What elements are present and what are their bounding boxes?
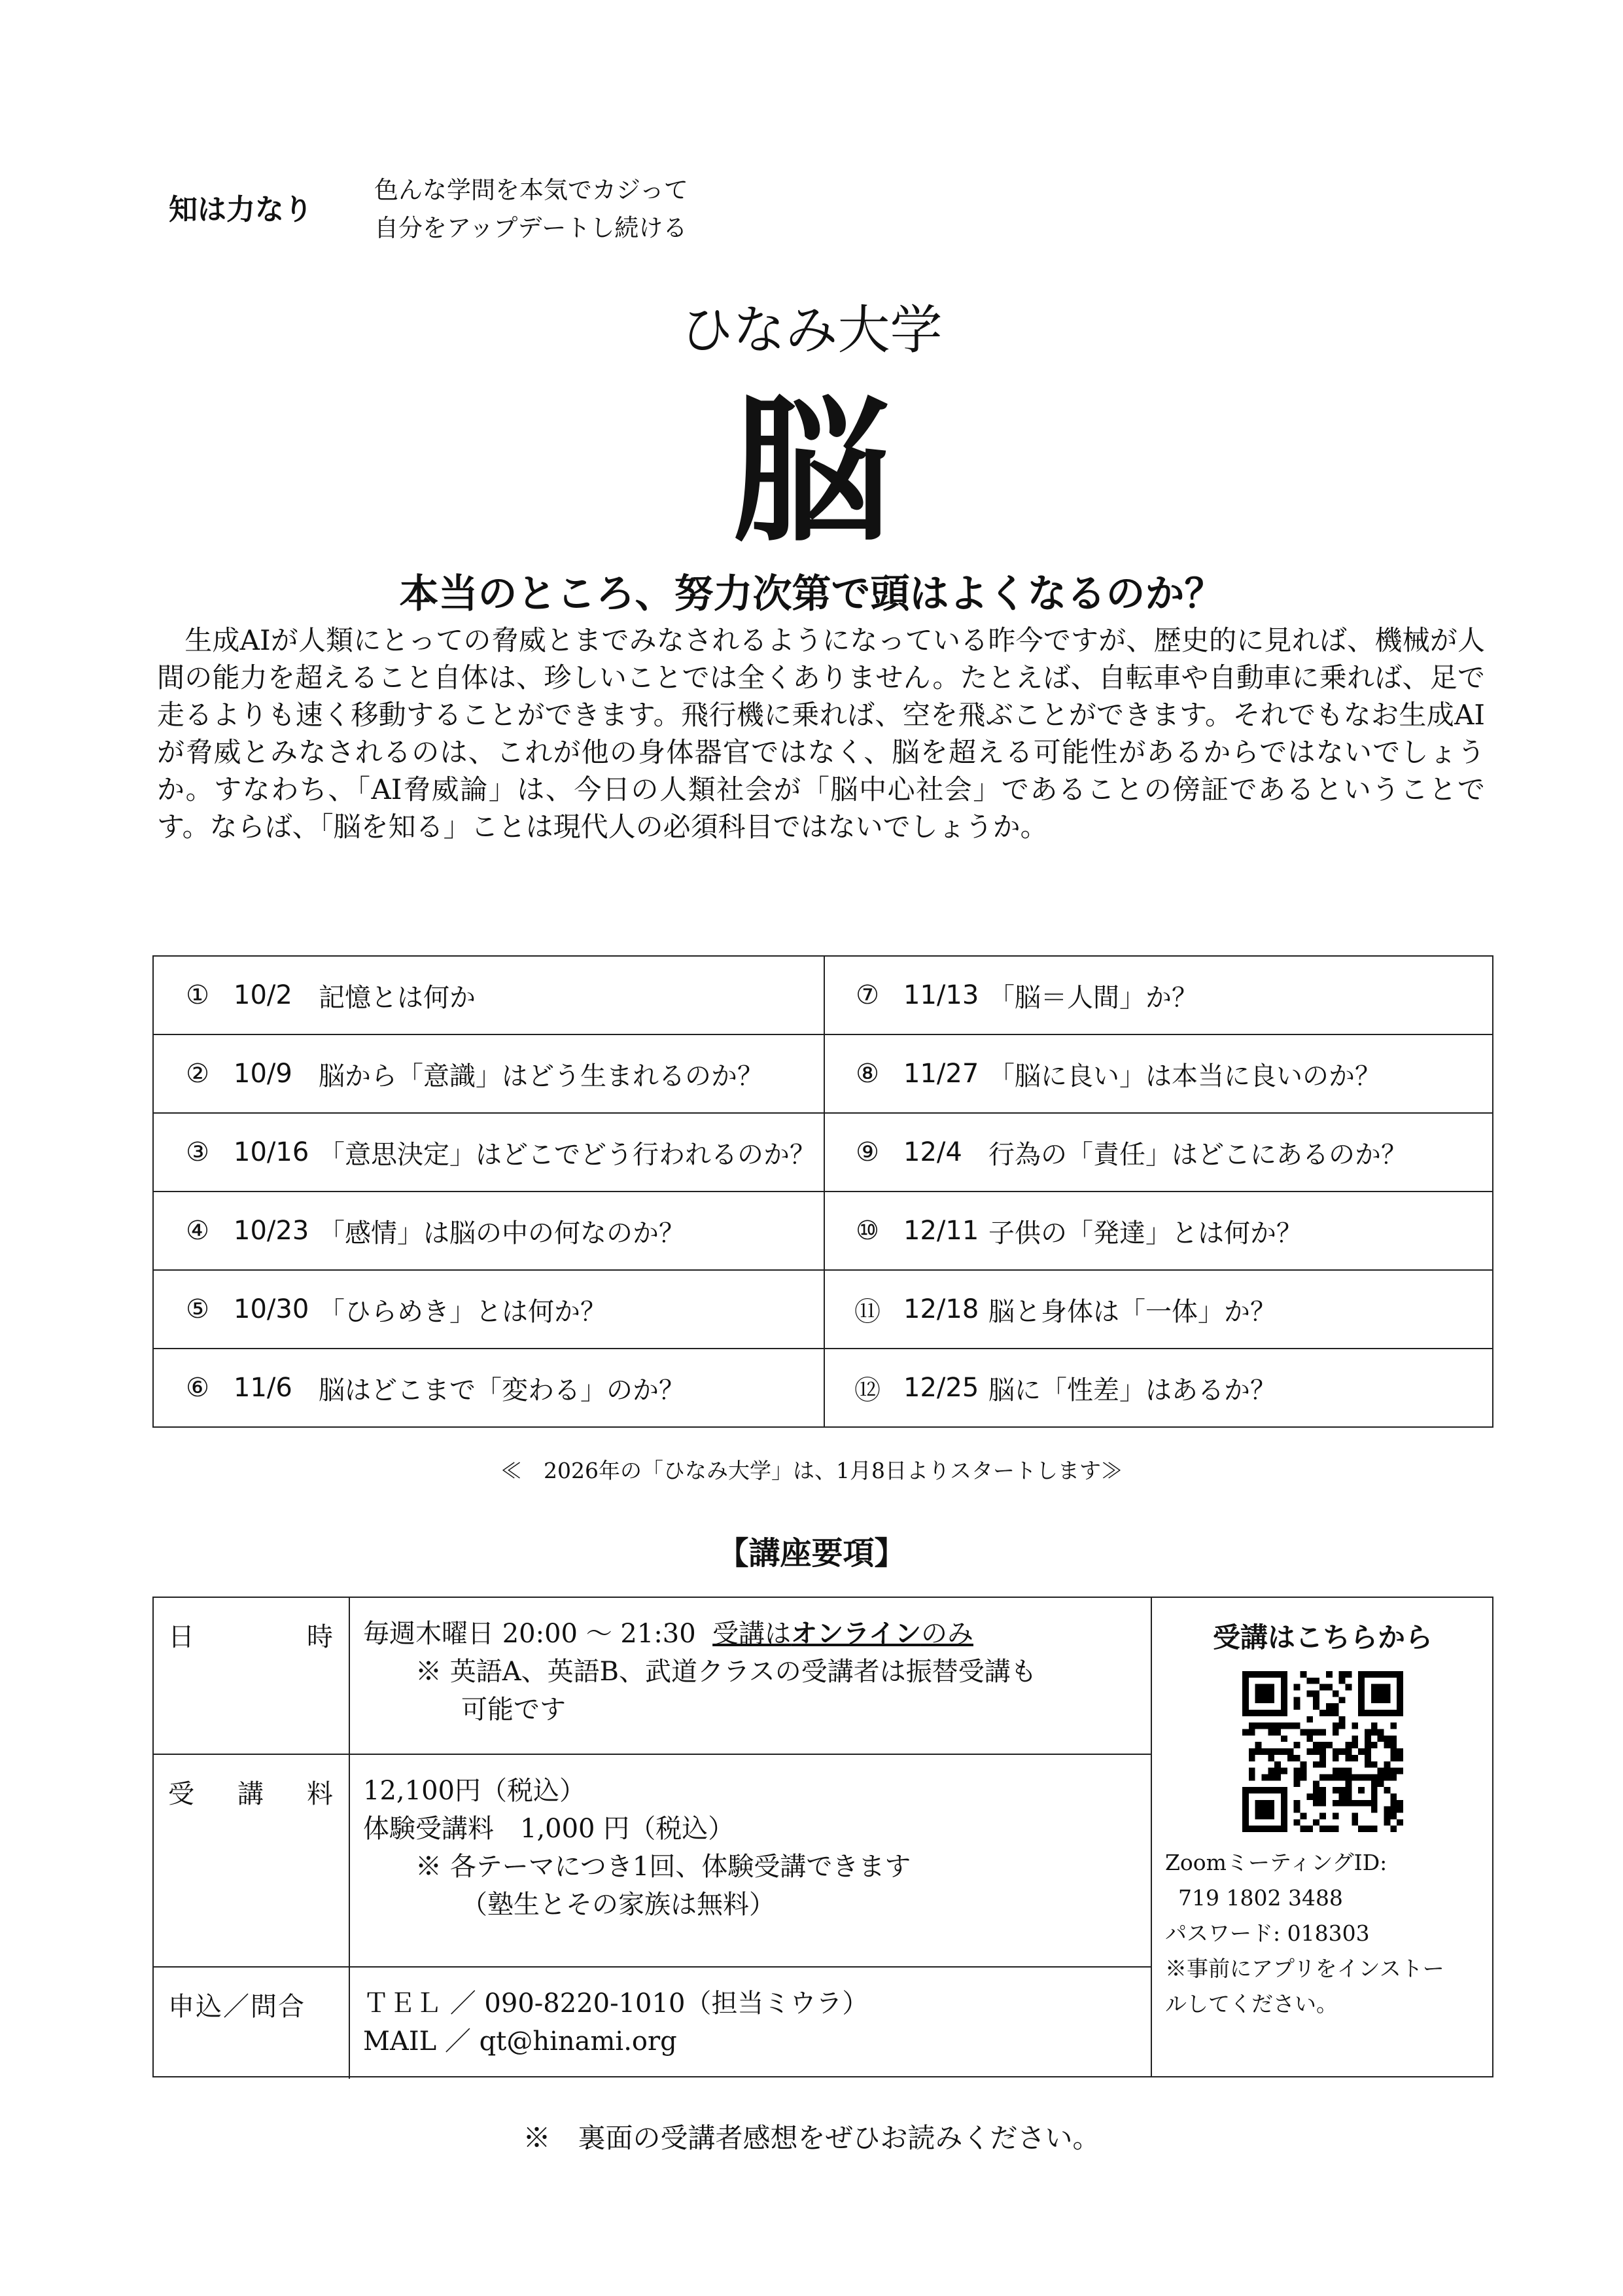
fee-line-2: 体験受講料 1,000 円（税込） [363, 1814, 735, 1844]
zoom-line-2: 719 1802 3488 [1178, 1885, 1343, 1911]
contact-content [363, 1985, 1138, 2060]
section-title: 【講座要項】 [717, 1535, 906, 1572]
lecture-date: 11/27 [903, 1059, 979, 1089]
lecture-number: ① [186, 980, 209, 1010]
lecture-title: 「意思決定」はどこでどう行われるのか？ [319, 1139, 816, 1170]
time-mode-suffix: のみ [920, 1619, 973, 1649]
contact-mail[interactable]: MAIL ／ qt@hinami.org [363, 2026, 677, 2057]
zoom-line-1: ZoomミーティングID: [1165, 1850, 1387, 1875]
lecture-title: 行為の「責任」はどこにあるのか？ [988, 1139, 1407, 1170]
time-mode-online: オンライン [791, 1618, 921, 1649]
lecture-date: 12/25 [903, 1373, 979, 1403]
qr-title: 受講はこちらから [1212, 1621, 1433, 1653]
lecture-number: ④ [186, 1216, 209, 1246]
intro-paragraph: 生成AIが人類にとっての脅威とまでみなされるようになっている昨今ですが、歴史的に見れば、機械が人間の能力を超えること自体は、珍しいことでは全くありません。たとえば、自転車や自動車に乗れば、足で走るよりも速く移動することができます。飛行機に乗れば、空を飛ぶことができます。それでもなお生成AIが脅威とみなされるのは、これが他の身体器官ではなく、脳を超える可能性があるからではないでしょうか。すなわち、「AI脅威論」は、今日の人類社会が「脳中心社会」であることの傍証であるということです。ならば、「脳を知る」ことは現代人の必須科目ではないでしょうか。 [157, 624, 1485, 843]
schedule-column-right [824, 957, 1493, 1426]
details-left [154, 1598, 1152, 2076]
fee-label-a: 受 [168, 1779, 196, 1809]
schedule-row [824, 957, 1493, 1035]
schedule-row [154, 1035, 824, 1114]
fee-note-2: （塾生とその家族は無料） [461, 1890, 775, 1920]
headline: 本当のところ、努力次第で頭はよくなるのか？ [399, 571, 1224, 617]
lecture-number: ⑧ [856, 1059, 879, 1089]
topic-title: 脳 [733, 379, 890, 563]
fee-note-1: ※ 各テーマにつき1回、体験受講できます [415, 1852, 911, 1882]
fee-label-c: 料 [307, 1779, 334, 1809]
lecture-date: 10/9 [234, 1059, 292, 1089]
schedule-row [824, 1192, 1493, 1271]
fee-label-b: 講 [237, 1779, 265, 1809]
zoom-info [1165, 1845, 1444, 2022]
schedule-row [824, 1271, 1493, 1349]
lecture-date: 10/16 [234, 1137, 309, 1167]
schedule-row [824, 1035, 1493, 1114]
lecture-title: 「脳＝人間」か？ [988, 982, 1198, 1013]
qr-code-icon[interactable] [1242, 1671, 1403, 1832]
lecture-title: 脳に「性差」はあるか？ [988, 1375, 1276, 1405]
schedule-row [154, 957, 824, 1035]
lecture-number: ② [186, 1059, 209, 1089]
lecture-date: 11/13 [903, 980, 979, 1010]
lecture-date: 10/30 [234, 1294, 309, 1324]
lecture-title: 記憶とは何か [319, 982, 476, 1013]
lecture-title: 脳はどこまで「変わる」のか？ [319, 1375, 685, 1405]
lecture-date: 12/4 [903, 1137, 962, 1167]
lecture-title: 子供の「発達」とは何か？ [988, 1218, 1302, 1248]
tagline-line-1: 色んな学問を本気でカジって [374, 176, 688, 204]
lecture-schedule-table [152, 955, 1493, 1428]
schedule-row [824, 1349, 1493, 1426]
qr-panel [1151, 1598, 1495, 2076]
lecture-number: ⑤ [186, 1294, 209, 1324]
lecture-number: ⑨ [856, 1137, 879, 1167]
schedule-row [154, 1271, 824, 1349]
lecture-date: 12/11 [903, 1216, 979, 1246]
lecture-date: 10/23 [234, 1216, 309, 1246]
schedule-column-left [154, 957, 825, 1426]
schedule-row [154, 1114, 824, 1192]
tagline-line-2: 自分をアップデートし続ける [374, 214, 688, 242]
motto: 知は力なり [169, 193, 313, 226]
notice-2026: ≪ 2026年の「ひなみ大学」は、1月8日よりスタートします≫ [500, 1458, 1123, 1483]
zoom-line-4: ※事前にアプリをインストー [1165, 1956, 1444, 1981]
lecture-title: 「脳に良い」は本当に良いのか？ [988, 1061, 1381, 1091]
time-note-1: ※ 英語A、英語B、武道クラスの受講者は振替受講も [415, 1657, 1037, 1687]
lecture-number: ⑪ [854, 1296, 881, 1327]
tagline [374, 171, 688, 247]
fee-content [363, 1772, 1138, 1924]
lecture-title: 脳から「意識」はどう生まれるのか？ [319, 1061, 763, 1091]
details-row-fee [154, 1755, 1151, 1968]
zoom-line-5: ルしてください。 [1165, 1991, 1338, 2017]
fee-label [154, 1755, 350, 1966]
zoom-line-3: パスワード: 018303 [1165, 1920, 1370, 1946]
schedule-row [824, 1114, 1493, 1192]
lecture-date: 11/6 [234, 1373, 292, 1403]
schedule-row [154, 1192, 824, 1271]
lecture-title: 脳と身体は「一体」か？ [988, 1296, 1276, 1327]
details-row-time [154, 1598, 1151, 1755]
lecture-number: ⑦ [856, 980, 879, 1010]
schedule-row [154, 1349, 824, 1426]
time-content [363, 1615, 1138, 1729]
lecture-number: ③ [186, 1137, 209, 1167]
lecture-title: 「感情」は脳の中の何なのか？ [319, 1218, 685, 1248]
contact-tel: ＴＥＬ ／ 090-8220-1010（担当ミウラ） [363, 1988, 869, 2019]
time-mode-prefix: 受講は [712, 1619, 792, 1649]
time-schedule: 毎週木曜日 20:00 ～ 21:30 [363, 1619, 696, 1649]
school-name: ひなみ大学 [680, 300, 943, 361]
contact-label: 申込／問合 [154, 1968, 350, 2079]
fee-line-1: 12,100円（税込） [363, 1776, 585, 1806]
details-row-contact [154, 1968, 1151, 2079]
time-label-a: 日 [168, 1622, 196, 1652]
time-note-2: 可能です [461, 1695, 566, 1725]
course-details-table [152, 1597, 1493, 2077]
lecture-date: 12/18 [903, 1294, 979, 1324]
lecture-title: 「ひらめき」とは何か？ [319, 1296, 606, 1327]
time-label-b: 時 [307, 1622, 334, 1652]
time-mode [712, 1619, 973, 1649]
footnote: ※ 裏面の受講者感想をぜひお読みください。 [523, 2122, 1100, 2154]
time-label [154, 1598, 350, 1754]
lecture-number: ⑩ [856, 1216, 879, 1246]
lecture-number: ⑥ [186, 1373, 209, 1403]
lecture-date: 10/2 [234, 980, 292, 1010]
lecture-number: ⑫ [854, 1375, 881, 1405]
